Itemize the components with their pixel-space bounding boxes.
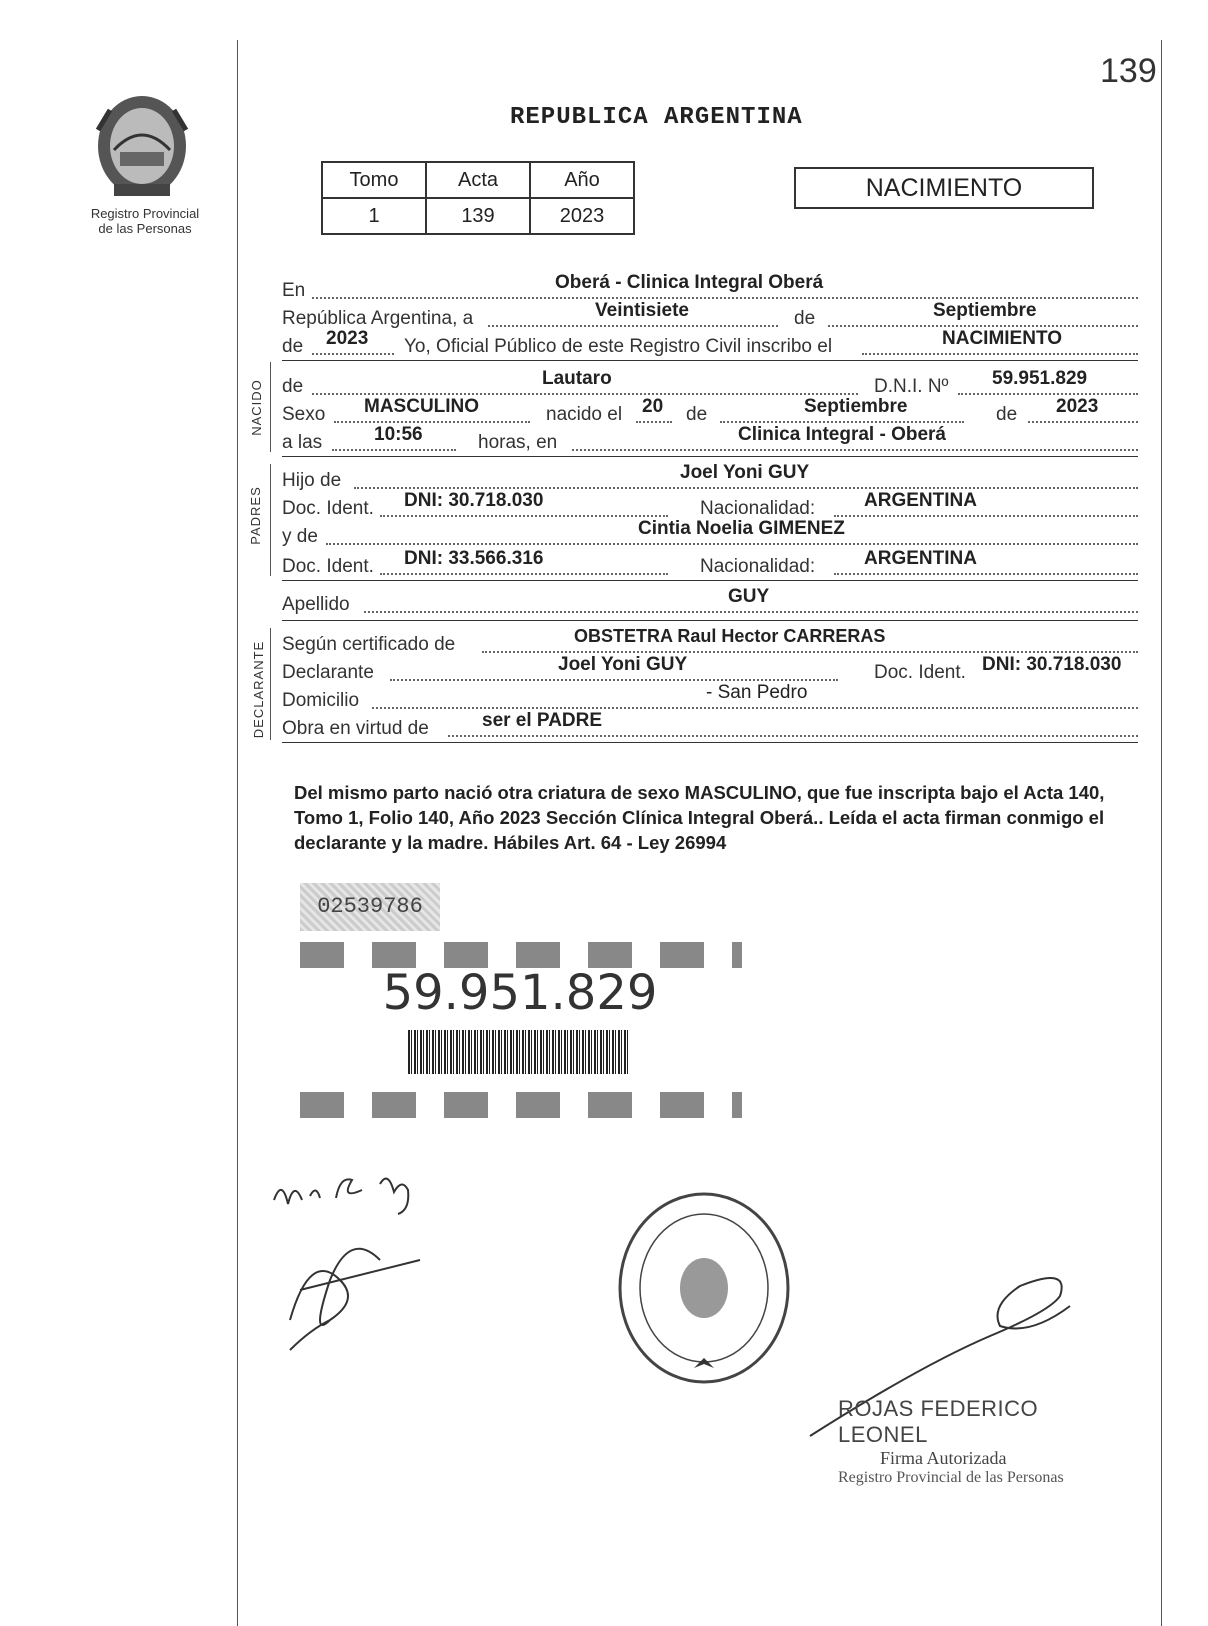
value-time: 10:56 [374,424,423,445]
value-cert: OBSTETRA Raul Hector CARRERAS [574,626,886,646]
row-obra [282,710,1138,740]
dotted-line [1028,420,1138,423]
province-seal-icon [92,90,192,202]
dotted-line [482,650,1138,653]
barcode-icon [408,1030,630,1074]
label-declarante: Declarante [282,662,374,683]
security-strip-bottom [300,1092,742,1118]
label-nacionalidad: Nacionalidad: [700,498,816,519]
section-divider [282,620,1138,621]
dotted-line [334,420,530,423]
label-apellido: Apellido [282,594,350,615]
row-declarante [282,654,1138,684]
value-declarante: Joel Yoni GUY [558,654,688,675]
label-de: de [686,404,708,425]
dotted-line [636,420,672,423]
declarante-bracket [270,628,271,740]
dotted-line [372,706,1138,709]
label-nacionalidad: Nacionalidad: [700,556,816,577]
section-divider [282,360,1138,361]
dotted-line [448,734,1138,737]
row-hijo [282,462,1138,492]
right-margin-line [1161,40,1162,1626]
dotted-line [958,392,1138,395]
label-domicilio: Domicilio [282,690,360,711]
left-margin-line [237,40,238,1626]
label-obra: Obra en virtud de [282,718,429,739]
row-y-de [282,518,1138,548]
header-ano: Año [530,162,634,198]
value-father-doc: DNI: 30.718.030 [404,490,544,511]
dni-big-number: 59.951.829 [382,965,658,1021]
section-divider [282,456,1138,457]
label-doc: Doc. Ident. [282,498,374,519]
row-year [282,328,1138,358]
row-nacido-name [282,368,1138,398]
row-certificado [282,626,1138,656]
label-a-las: a las [282,432,323,453]
value-decl-doc: DNI: 30.718.030 [982,654,1122,675]
observation-note: Del mismo parto nació otra criatura de sexo MASCULINO, que fue inscripta bajo el Acta 140, Tomo 1, Folio 140, Año 2023 Sección Clínica Integral Oberá.. Leída el acta firman conmigo el declarante y la madre. Hábiles Art. 64 - Ley 26994 [294,782,1105,853]
row-domicilio [282,682,1138,712]
official-role: Firma Autorizada [880,1448,1007,1468]
value-sexo: MASCULINO [364,396,480,417]
row-mother-doc [282,548,1138,578]
dotted-line [380,514,668,517]
value-birth-place: Clinica Integral - Oberá [738,424,946,445]
dotted-line [834,514,1138,517]
row-nacido-hora [282,424,1138,454]
value-acta: 139 [426,198,530,234]
row-nacido-sexo [282,396,1138,426]
padres-bracket [270,464,271,576]
value-name: Lautaro [542,368,612,389]
dotted-line [488,324,778,327]
header-acta: Acta [426,162,530,198]
label-de: de [794,308,816,329]
value-father: Joel Yoni GUY [680,462,810,483]
label-de: de [282,336,304,357]
act-type-box: NACIMIENTO [794,167,1094,209]
header-tomo: Tomo [322,162,426,198]
official-registry: Registro Provincial de las Personas [838,1469,1064,1486]
value-mother-doc: DNI: 33.566.316 [404,548,544,569]
value-birth-month: Septiembre [804,396,908,417]
section-label-padres: PADRES [247,486,263,545]
label-de: de [996,404,1018,425]
value-tomo: 1 [322,198,426,234]
row-father-doc [282,490,1138,520]
label-oficial: Yo, Oficial Público de este Registro Civil inscribo el [404,336,833,357]
value-father-nat: ARGENTINA [864,490,977,511]
record-table [321,161,635,235]
label-dni: D.N.I. Nº [874,376,949,397]
section-divider [282,580,1138,581]
dotted-line [834,572,1138,575]
dotted-line [326,542,1138,545]
value-act: NACIMIENTO [942,328,1062,349]
dotted-line [720,420,964,423]
label-certificado: Según certificado de [282,634,456,655]
declarant-signature-icon [270,1170,470,1360]
registry-stamp-icon [614,1188,794,1388]
value-ano: 2023 [530,198,634,234]
value-birth-year: 2023 [1056,396,1099,417]
section-label-nacido: NACIDO [248,379,264,436]
label-republica: República Argentina, a [282,308,474,329]
value-mother: Cintia Noelia GIMENEZ [638,518,845,539]
dotted-line [312,296,1138,299]
value-obra: ser el PADRE [482,710,603,731]
dotted-line [364,610,1138,613]
dotted-line [332,448,456,451]
dotted-line [572,448,1138,451]
value-day: Veintisiete [595,300,689,321]
value-mother-nat: ARGENTINA [864,548,977,569]
value-apellido: GUY [728,586,770,607]
country-title: REPUBLICA ARGENTINA [510,104,803,131]
section-label-declarante: DECLARANTE [251,640,267,739]
value-month: Septiembre [933,300,1037,321]
label-y-de: y de [282,526,318,547]
row-en [282,272,1138,302]
nacido-bracket [270,362,271,452]
section-divider [282,742,1138,743]
row-republica [282,300,1138,330]
registry-caption [70,206,220,236]
dotted-line [354,486,1138,489]
value-place: Oberá - Clinica Integral Oberá [555,272,824,293]
label-doc: Doc. Ident. [282,556,374,577]
label-nacido-el: nacido el [546,404,623,425]
page-number: 139 [1100,52,1157,90]
label-en: En [282,280,306,301]
label-de: de [282,376,304,397]
dotted-line [862,352,1138,355]
label-sexo: Sexo [282,404,326,425]
label-horas: horas, en [478,432,558,453]
registry-caption-line: de las Personas [98,221,192,236]
label-doc: Doc. Ident. [874,662,966,683]
serial-stamp: 02539786 [300,883,440,931]
value-domicilio: - San Pedro [706,682,808,703]
value-year: 2023 [326,328,369,349]
dotted-line [380,572,668,575]
official-name: ROJAS FEDERICO LEONEL [838,1396,1039,1447]
label-hijo: Hijo de [282,470,342,491]
value-dni: 59.951.829 [992,368,1088,389]
official-signature-block [838,1396,1118,1487]
dotted-line [312,352,394,355]
dotted-line [828,324,1138,327]
dotted-line [390,678,838,681]
row-apellido [282,586,1138,616]
value-birth-day: 20 [642,396,664,417]
dotted-line [312,392,858,395]
registry-caption-line: Registro Provincial [90,206,200,221]
